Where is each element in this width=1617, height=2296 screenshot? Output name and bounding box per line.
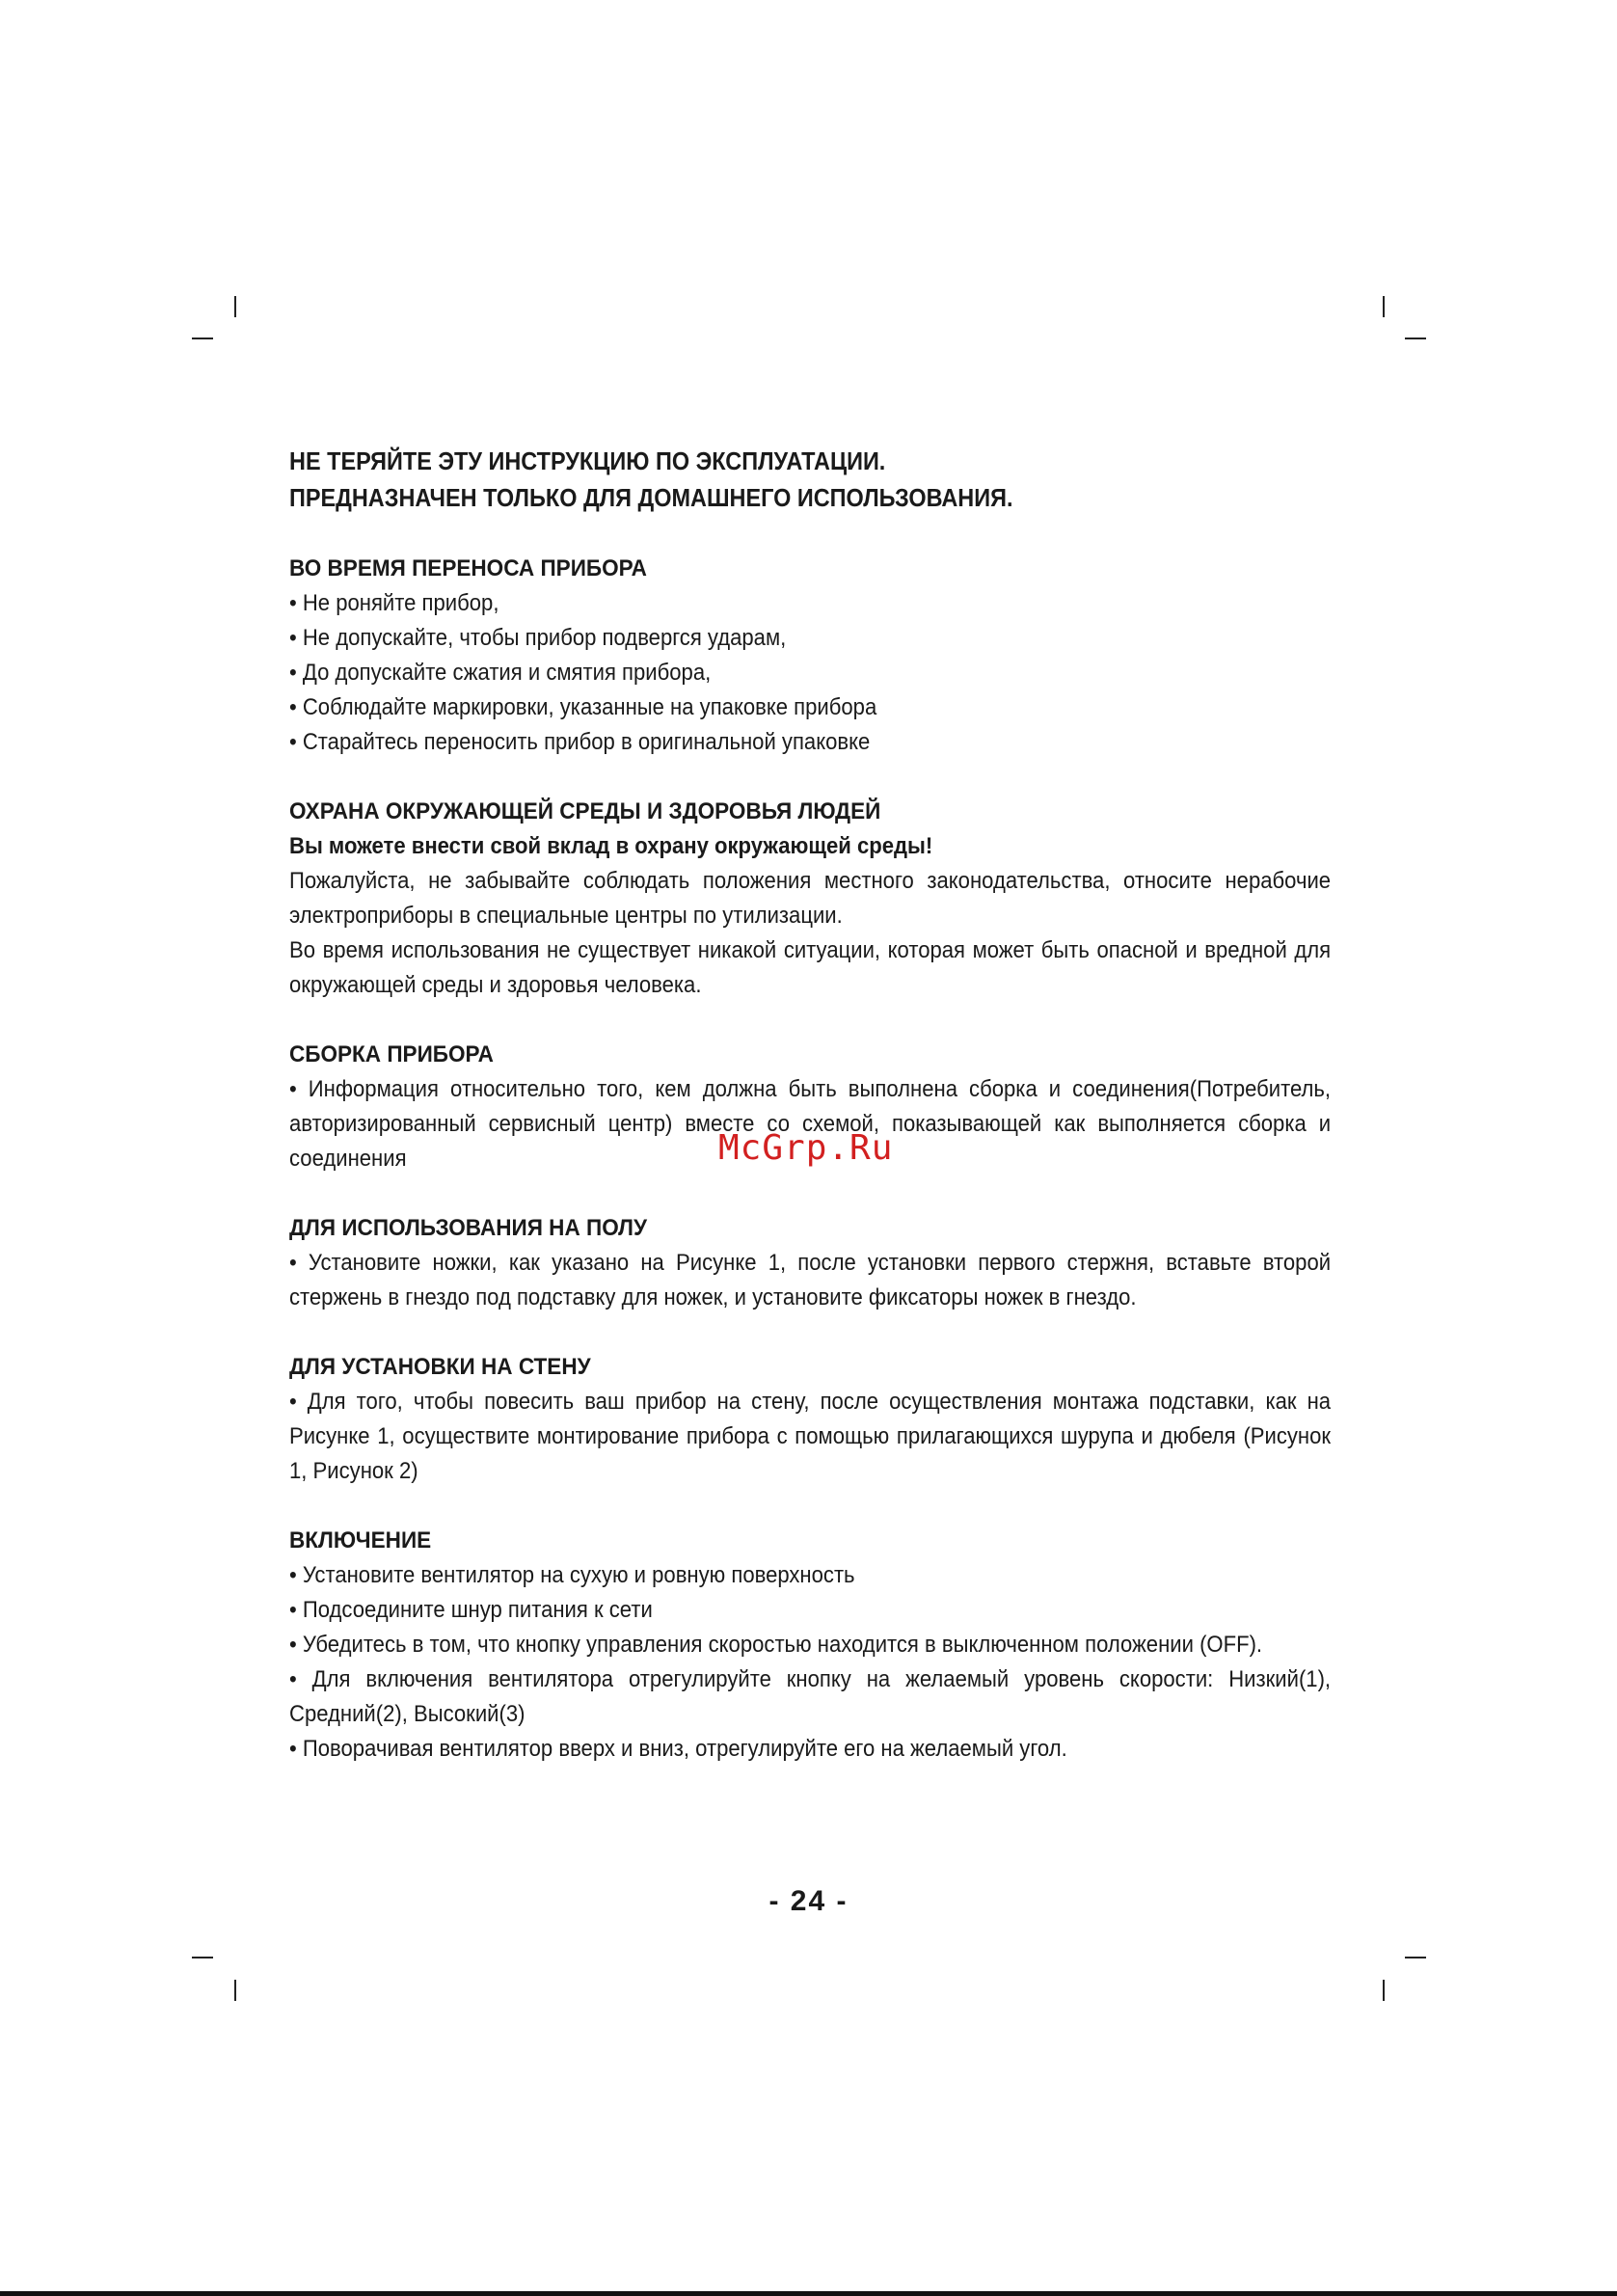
paragraph: • Для того, чтобы повесить ваш прибор на стену, после осуществления монтажа подставки, как на Рисунке 1, осуществите монтирование прибора с помощью прилагающихся шурупа и дюбеля (Рисунок 1, Рисунок 2) [289, 1389, 1332, 1484]
list-item: • Убедитесь в том, что кнопку управления скоростью находится в выключенном положении (OFF). [289, 1632, 1263, 1658]
crop-mark-bottom-left-h [192, 1957, 213, 1958]
crop-mark-bottom-left-v [234, 1980, 236, 2001]
list-item: • Соблюдайте маркировки, указанные на упаковке прибора [289, 694, 877, 720]
paragraph: Во время использования не существует никакой ситуации, которая может быть опасной и вредной для окружающей среды и здоровья человека. [289, 937, 1332, 998]
header-line-1: НЕ ТЕРЯЙТЕ ЭТУ ИНСТРУКЦИЮ ПО ЭКСПЛУАТАЦИИ. [289, 448, 886, 475]
list-item: • Для включения вентилятора отрегулируйте кнопку на желаемый уровень скорости: Низкий(1), Средний(2), Высокий(3) [289, 1666, 1332, 1727]
document-body [289, 444, 1331, 1767]
list-item: • Не допускайте, чтобы прибор подвергся ударам, [289, 625, 787, 651]
crop-mark-top-right-v [1383, 296, 1385, 317]
list-item: • Не роняйте прибор, [289, 590, 499, 616]
section-title: ОХРАНА ОКРУЖАЮЩЕЙ СРЕДЫ И ЗДОРОВЬЯ ЛЮДЕЙ [289, 798, 881, 824]
section-transport [289, 552, 1331, 760]
watermark: McGrp.Ru [718, 1128, 894, 1168]
section-power-on [289, 1524, 1331, 1767]
section-title: ВКЛЮЧЕНИЕ [289, 1527, 432, 1553]
paragraph: Пожалуйста, не забывайте соблюдать положения местного законодательства, относите нерабочие электроприборы в специальные центры по утилизации. [289, 868, 1332, 929]
page-number: - 24 - [768, 1885, 849, 1917]
section-title: СБОРКА ПРИБОРА [289, 1041, 494, 1067]
list-item: • Старайтесь переносить прибор в оригинальной упаковке [289, 729, 871, 755]
list-item: • Установите вентилятор на сухую и ровную поверхность [289, 1562, 855, 1588]
header-line-2: ПРЕДНАЗНАЧЕН ТОЛЬКО ДЛЯ ДОМАШНЕГО ИСПОЛЬЗОВАНИЯ. [289, 485, 1013, 512]
crop-mark-top-right-h [1405, 338, 1426, 339]
crop-mark-top-left-h [192, 338, 213, 339]
list-item: • Поворачивая вентилятор вверх и вниз, отрегулируйте его на желаемый угол. [289, 1736, 1067, 1762]
crop-mark-bottom-right-h [1405, 1957, 1426, 1958]
section-floor-use [289, 1211, 1331, 1315]
paragraph: • Установите ножки, как указано на Рисунке 1, после установки первого стержня, вставьте второй стержень в гнездо под подставку для ножек, и установите фиксаторы ножек в гнездо. [289, 1250, 1332, 1310]
bottom-edge-bar [0, 2291, 1617, 2296]
section-subtitle: Вы можете внести свой вклад в охрану окружающей среды! [289, 833, 933, 859]
crop-mark-top-left-v [234, 296, 236, 317]
section-title: ВО ВРЕМЯ ПЕРЕНОСА ПРИБОРА [289, 555, 647, 581]
section-title: ДЛЯ ИСПОЛЬЗОВАНИЯ НА ПОЛУ [289, 1215, 648, 1241]
list-item: • Подсоедините шнур питания к сети [289, 1597, 653, 1623]
paragraph: • Информация относительно того, кем должна быть выполнена сборка и соединения(Потребитель, авторизированный сервисный центр) вместе со схемой, показывающей как выполняется сборка и соединения [289, 1076, 1332, 1172]
section-wall-mount [289, 1350, 1331, 1489]
section-title: ДЛЯ УСТАНОВКИ НА СТЕНУ [289, 1354, 591, 1380]
section-environment [289, 795, 1331, 1003]
crop-mark-bottom-right-v [1383, 1980, 1385, 2001]
list-item: • До допускайте сжатия и смятия прибора, [289, 660, 712, 686]
document-header [289, 444, 1331, 517]
